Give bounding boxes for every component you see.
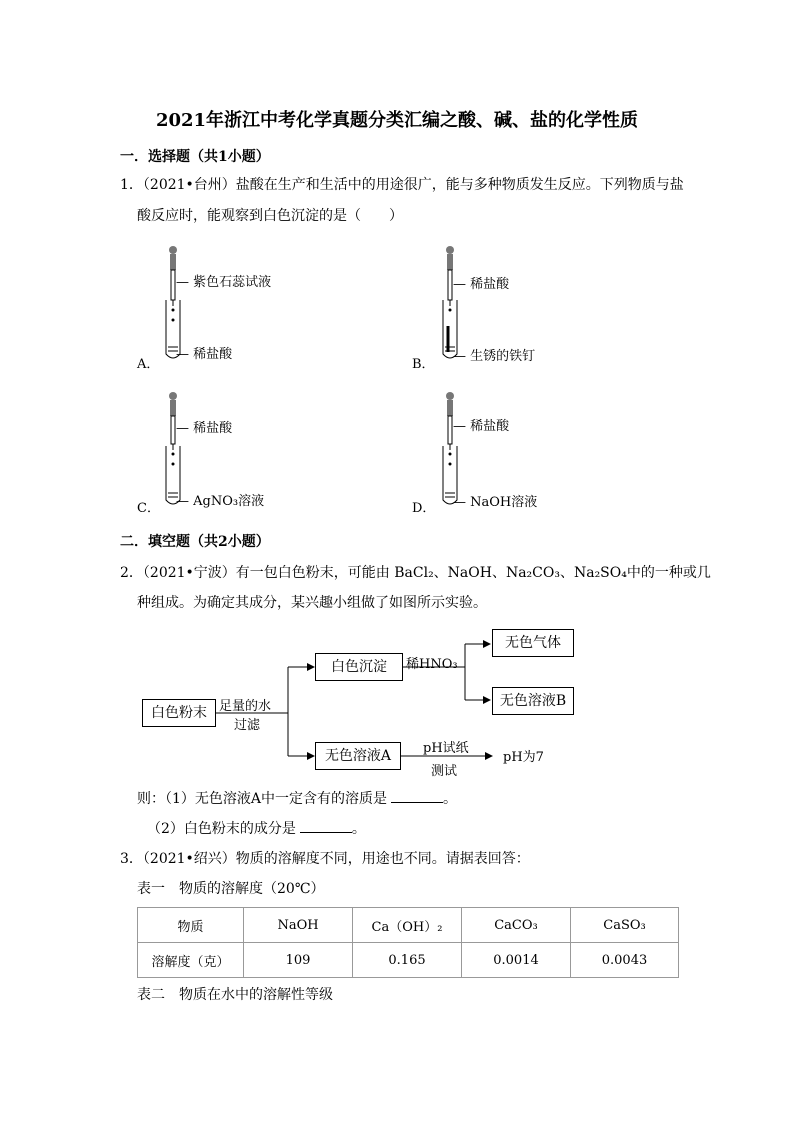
q2-sub2-blank[interactable] bbox=[300, 818, 352, 833]
section-choice-heading: 一．选择题（共1小题） bbox=[120, 149, 270, 165]
q1-line1: 1．（2021•台州）盐酸在生产和生活中的用途很广，能与多种物质发生反应。下列物质与盐 bbox=[120, 177, 684, 193]
flow-gas-box: 无色气体 bbox=[492, 629, 574, 657]
table-cell: 109 bbox=[244, 943, 353, 978]
option-d-letter[interactable]: D． bbox=[412, 501, 436, 516]
option-c-tube-label: — AgNO₃溶液 bbox=[176, 494, 265, 509]
option-b-dropper-label: — 稀盐酸 bbox=[453, 277, 510, 292]
table1-caption: 表一 物质的溶解度（20℃） bbox=[137, 881, 325, 897]
q2-sub1-text: 则：（1）无色溶液A中一定含有的溶质是 bbox=[137, 791, 388, 807]
flow-precipitate-box: 白色沉淀 bbox=[315, 653, 403, 681]
table-row bbox=[138, 908, 679, 943]
q2-sub1 bbox=[137, 786, 457, 812]
flow-acid-label: 稀HNO₃ bbox=[406, 657, 458, 672]
flow-ph-bottom-label: 测试 bbox=[431, 764, 458, 779]
flow-solution-a-box: 无色溶液A bbox=[315, 742, 401, 770]
option-b-tube-label: — 生锈的铁钉 bbox=[453, 349, 536, 364]
q3-line1: 3．（2021•绍兴）物质的溶解度不同，用途也不同。请据表回答： bbox=[120, 851, 530, 867]
option-c-letter[interactable]: C． bbox=[137, 501, 160, 516]
q2-line2: 种组成。为确定其成分，某兴趣小组做了如图所示实验。 bbox=[137, 595, 487, 611]
table-cell: 0.0014 bbox=[462, 943, 571, 978]
option-d-tube-label: — NaOH溶液 bbox=[453, 495, 538, 510]
table-cell: CaCO₃ bbox=[462, 908, 571, 943]
flow-step1-bottom-label: 过滤 bbox=[234, 718, 261, 733]
table-row bbox=[138, 943, 679, 978]
flow-solution-b-box: 无色溶液B bbox=[492, 687, 574, 715]
flow-ph-result: pH为7 bbox=[503, 750, 544, 765]
q2-sub2-end: 。 bbox=[351, 821, 366, 837]
q2-sub2 bbox=[147, 816, 366, 842]
option-a-dropper-label: — 紫色石蕊试液 bbox=[176, 275, 272, 290]
q1-line2: 酸反应时，能观察到白色沉淀的是（ ） bbox=[137, 208, 403, 224]
table-cell: 溶解度（克） bbox=[138, 943, 244, 978]
flow-step1-top-label: 足量的水 bbox=[219, 699, 272, 714]
table-cell: Ca（OH）₂ bbox=[353, 908, 462, 943]
page-title: 2021年浙江中考化学真题分类汇编之酸、碱、盐的化学性质 bbox=[155, 110, 639, 131]
q2-line1: 2．（2021•宁波）有一包白色粉末，可能由 BaCl₂、NaOH、Na₂CO₃、Na₂SO₄中的一种或几 bbox=[120, 565, 711, 581]
table-cell: NaOH bbox=[244, 908, 353, 943]
table-cell: 0.0043 bbox=[571, 943, 679, 978]
option-a-tube-label: — 稀盐酸 bbox=[176, 347, 233, 362]
table-cell: CaSO₃ bbox=[571, 908, 679, 943]
table2-caption: 表二 物质在水中的溶解性等级 bbox=[137, 987, 333, 1003]
q2-sub2-text: （2）白色粉末的成分是 bbox=[147, 821, 296, 837]
option-b-letter[interactable]: B． bbox=[412, 357, 435, 372]
flow-start-box: 白色粉末 bbox=[142, 699, 216, 727]
option-a-letter[interactable]: A． bbox=[137, 357, 160, 372]
q2-sub1-blank[interactable] bbox=[391, 788, 443, 803]
table-cell: 物质 bbox=[138, 908, 244, 943]
option-c-dropper-label: — 稀盐酸 bbox=[176, 421, 233, 436]
table-cell: 0.165 bbox=[353, 943, 462, 978]
solubility-table bbox=[137, 907, 679, 978]
option-d-dropper-label: — 稀盐酸 bbox=[453, 419, 510, 434]
section-fill-heading: 二．填空题（共2小题） bbox=[120, 534, 270, 550]
flow-ph-top-label: pH试纸 bbox=[423, 741, 469, 756]
q2-sub1-end: 。 bbox=[443, 791, 458, 807]
